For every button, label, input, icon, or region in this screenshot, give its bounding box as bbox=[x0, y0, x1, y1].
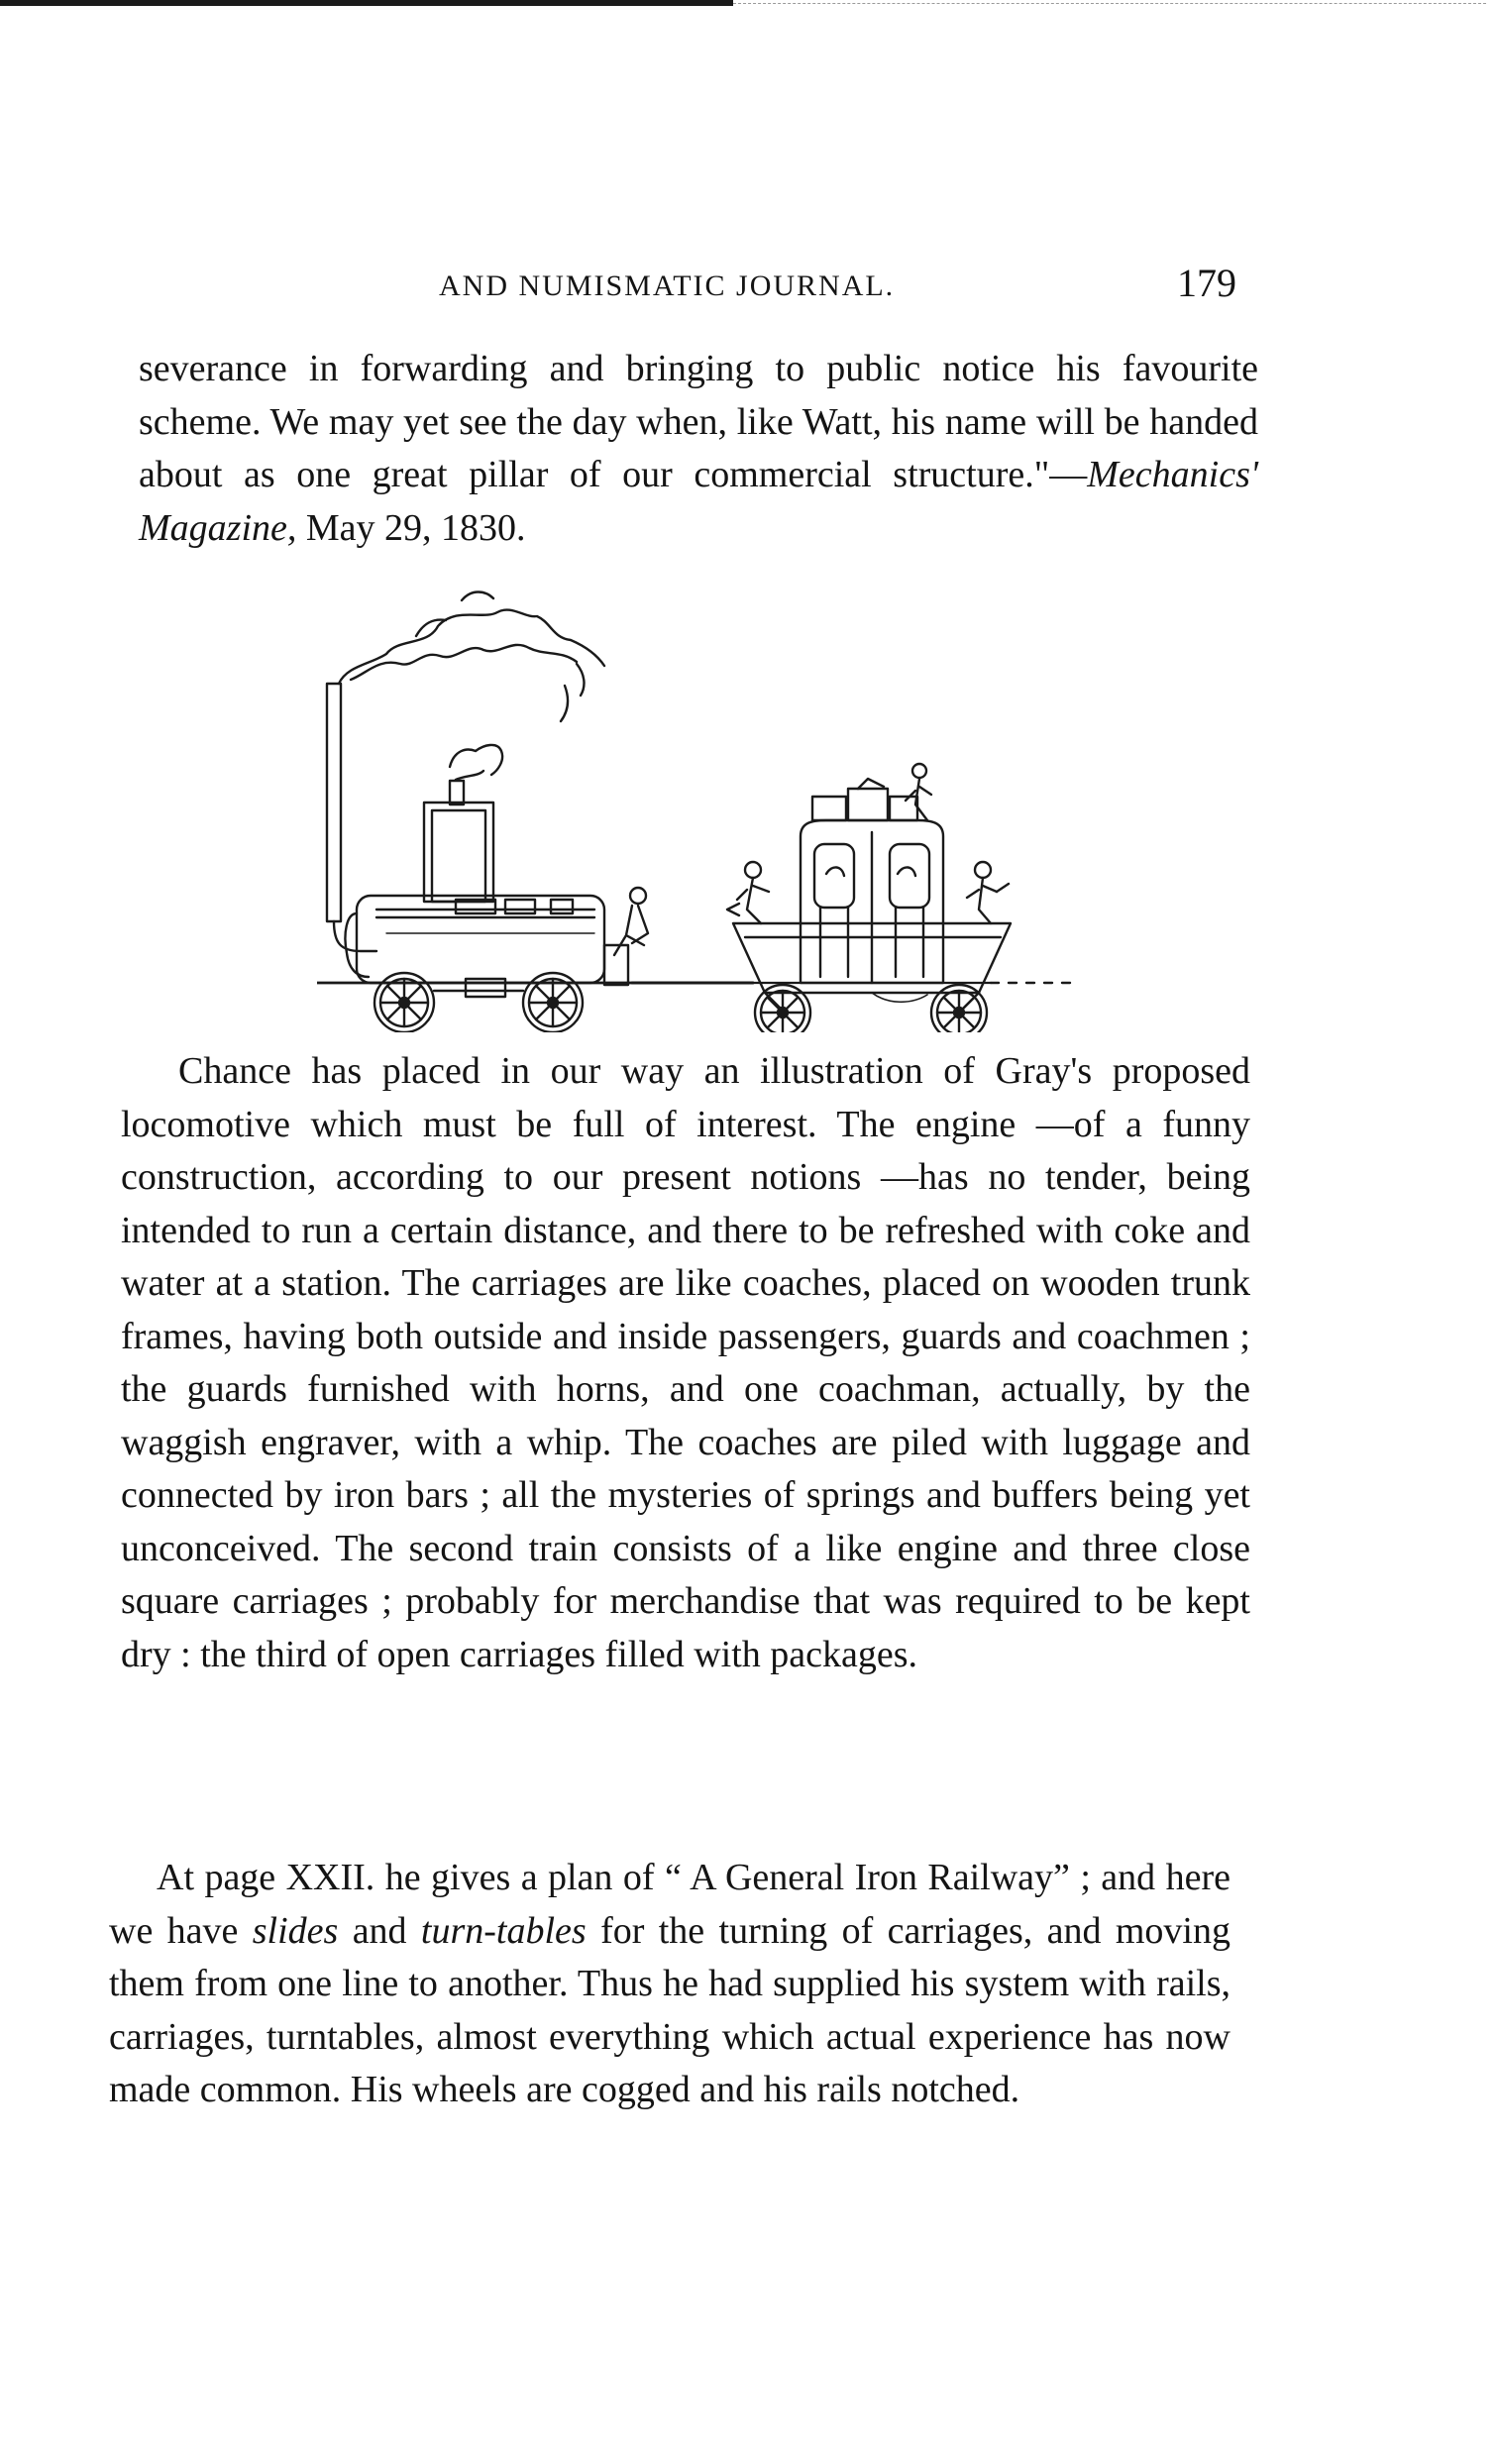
page-header bbox=[0, 260, 1498, 319]
paragraph-railway-plan bbox=[109, 1852, 1230, 2117]
paragraph-quote-ending bbox=[139, 343, 1258, 555]
page-number: 179 bbox=[1177, 261, 1236, 305]
running-title: AND NUMISMATIC JOURNAL. bbox=[439, 269, 896, 302]
top-edge-faint-rule bbox=[733, 3, 1486, 5]
paragraph-text: severance in forwarding and bringing to public notice his favourite scheme. We may yet see the day when, like Watt, his name will be handed about as one great pillar of our commercial structure."— bbox=[139, 348, 1258, 495]
locomotive-illustration bbox=[317, 577, 1090, 1032]
paragraph-text: for the turning of carriages, and moving them from one line to another. Thus he had supplied his system with rails, carriages, turntables, almost everything which actual experience has now made common. His wheels are cogged and his rails notched. bbox=[109, 1909, 1230, 2110]
term-slides: slides bbox=[252, 1909, 339, 1952]
citation-title: Mechanics' Magazine, bbox=[139, 454, 1258, 549]
citation-date: May 29, 1830. bbox=[296, 506, 526, 549]
locomotive-engraving bbox=[317, 577, 1090, 1032]
paragraph-locomotive-description: Chance has placed in our way an illustration of Gray's proposed locomotive which must be full of interest. The engine —of a funny construction, according to our present notions —has no tender, being intended to run a certain distance, and there to be refreshed with coke and water at a station. The carriages are like coaches, placed on wooden trunk frames, having both outside and inside passengers, guards and coachmen ; the guards furnished with horns, and one coachman, actually, by the waggish engraver, with a whip. The coaches are piled with luggage and connected by iron bars ; all the mysteries of springs and buffers being yet unconceived. The second train consists of a like engine and three close square carriages ; probably for merchandise that was required to be kept dry : the third of open carriages filled with packages. bbox=[121, 1050, 1250, 1675]
paragraph-text: and bbox=[338, 1909, 421, 1952]
top-edge-rule bbox=[0, 0, 733, 6]
term-turn-tables: turn-tables bbox=[420, 1909, 587, 1952]
paragraph-text: At page XXII. he gives a plan of “ A General Iron Railway” ; and here we have bbox=[109, 1857, 1230, 1952]
